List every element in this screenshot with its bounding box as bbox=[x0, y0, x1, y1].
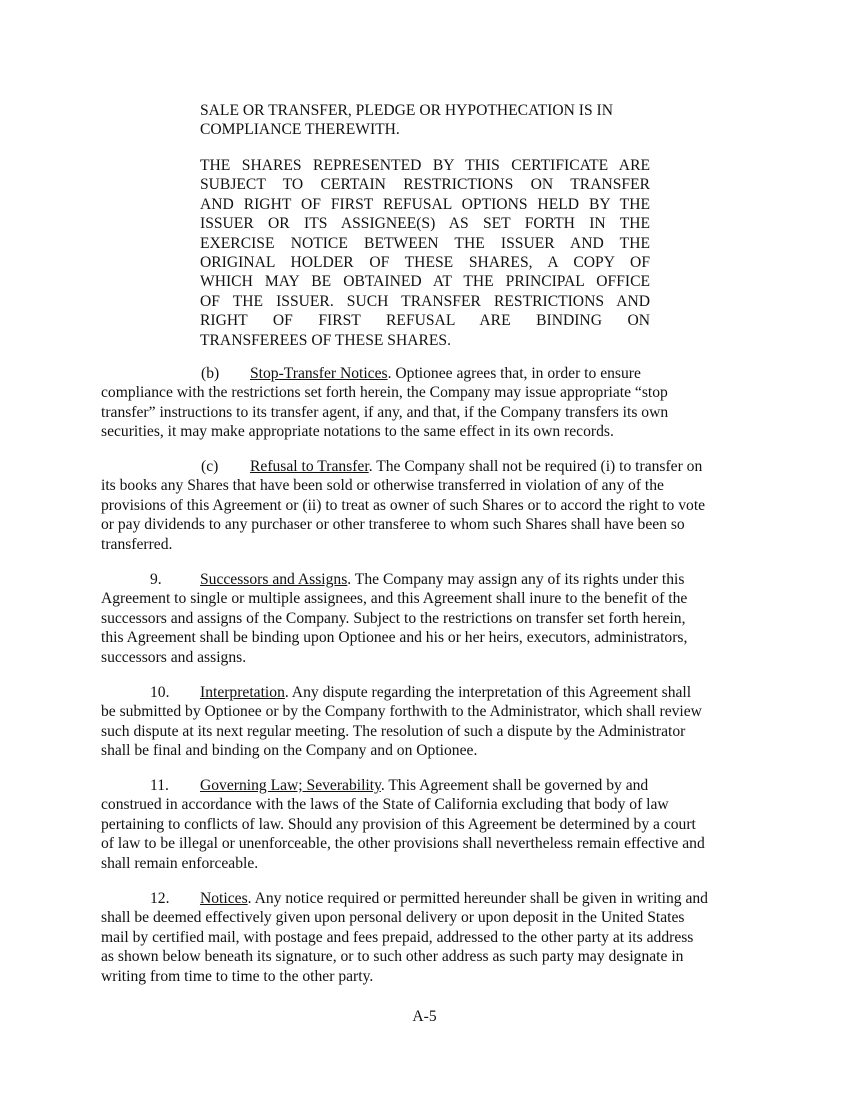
section-heading: Notices bbox=[200, 890, 248, 907]
section-text: . Optionee agrees that, in order to ensure bbox=[387, 365, 641, 382]
section-line: transfer” instructions to its transfer agent, if any, and that, if the Company transfers its own bbox=[101, 403, 669, 421]
section-first-line bbox=[101, 683, 749, 702]
legend-line: AND RIGHT OF FIRST REFUSAL OPTIONS HELD BY THE bbox=[200, 195, 650, 213]
section-line: its books any Shares that have been sold or otherwise transferred in violation of any of the bbox=[101, 477, 664, 495]
section-number: (b) bbox=[201, 365, 220, 382]
section-line: compliance with the restrictions set forth herein, the Company may issue appropriate “stop bbox=[101, 384, 668, 402]
section-line: transferred. bbox=[101, 535, 173, 553]
section-line: this Agreement shall be binding upon Optionee and his or her heirs, executors, administrators, bbox=[101, 629, 688, 647]
section-line: Agreement to single or multiple assignees, and this Agreement shall inure to the benefit of the bbox=[101, 590, 688, 608]
section-text: . Any notice required or permitted hereunder shall be given in writing and bbox=[247, 890, 708, 907]
section-number: (c) bbox=[201, 458, 219, 475]
section-text: . The Company may assign any of its rights under this bbox=[347, 571, 685, 588]
legend-line: COMPLIANCE THEREWITH. bbox=[200, 121, 400, 139]
section-9-successors-and-assigns bbox=[101, 570, 749, 667]
page-number: A-5 bbox=[412, 1008, 437, 1025]
legend-line: SALE OR TRANSFER, PLEDGE OR HYPOTHECATION IS IN bbox=[200, 102, 613, 119]
section-b-stop-transfer-notices bbox=[101, 364, 749, 442]
section-text: . Any dispute regarding the interpretation of this Agreement shall bbox=[284, 684, 692, 701]
section-number: 10. bbox=[150, 684, 170, 701]
section-10-interpretation bbox=[101, 683, 749, 761]
legend-line: OF THE ISSUER. SUCH TRANSFER RESTRICTIONS AND bbox=[200, 292, 650, 310]
legend-line: RIGHT OF FIRST REFUSAL ARE BINDING ON bbox=[200, 312, 650, 330]
section-12-notices bbox=[101, 889, 749, 986]
legend-line: THE SHARES REPRESENTED BY THIS CERTIFICATE ARE bbox=[200, 157, 650, 174]
section-first-line bbox=[101, 457, 749, 476]
section-number: 11. bbox=[150, 777, 169, 794]
legend-line: EXERCISE NOTICE BETWEEN THE ISSUER AND THE bbox=[200, 234, 650, 252]
legend-line: ORIGINAL HOLDER OF THESE SHARES, A COPY OF bbox=[200, 254, 650, 272]
section-first-line bbox=[101, 776, 749, 795]
section-first-line bbox=[101, 364, 749, 383]
legend-line: WHICH MAY BE OBTAINED AT THE PRINCIPAL OFFICE bbox=[200, 273, 650, 291]
section-line: securities, it may make appropriate notations to the same effect in its own records. bbox=[101, 423, 614, 441]
legend-line: SUBJECT TO CERTAIN RESTRICTIONS ON TRANSFER bbox=[200, 176, 650, 194]
section-line: successors and assigns of the Company. Subject to the restrictions on transfer set forth herein, bbox=[101, 609, 686, 627]
section-line: writing from time to time to the other party. bbox=[101, 967, 374, 985]
section-heading: Interpretation bbox=[200, 684, 285, 701]
section-line: pertaining to conflicts of law. Should any provision of this Agreement be determined by a court bbox=[101, 815, 696, 833]
section-heading: Refusal to Transfer bbox=[250, 458, 369, 475]
section-heading: Successors and Assigns bbox=[200, 571, 348, 588]
section-line: as shown below beneath its signature, or to such other address as such party may designate in bbox=[101, 948, 684, 966]
section-line: shall remain enforceable. bbox=[101, 854, 259, 872]
legend-line: TRANSFEREES OF THESE SHARES. bbox=[200, 331, 451, 349]
section-c-refusal-to-transfer bbox=[101, 457, 749, 554]
section-first-line bbox=[101, 570, 749, 589]
section-heading: Stop-Transfer Notices bbox=[250, 365, 388, 382]
legend-line: ISSUER OR ITS ASSIGNEE(S) AS SET FORTH IN THE bbox=[200, 215, 650, 233]
legend-paragraph-1 bbox=[200, 101, 650, 140]
section-line: successors and assigns. bbox=[101, 648, 247, 666]
section-11-governing-law bbox=[101, 776, 749, 873]
section-line: shall be deemed effectively given upon personal delivery or upon deposit in the United States bbox=[101, 909, 685, 927]
section-line: or pay dividends to any purchaser or other transferee to whom such Shares shall have been so bbox=[101, 516, 685, 534]
section-line: of law to be illegal or unenforceable, the other provisions shall nevertheless remain effective and bbox=[101, 835, 705, 853]
legend-paragraph-2 bbox=[200, 156, 650, 350]
section-text: . This Agreement shall be governed by and bbox=[380, 777, 649, 794]
section-text: . The Company shall not be required (i) to transfer on bbox=[368, 458, 703, 475]
section-number: 12. bbox=[150, 890, 170, 907]
section-line: shall be final and binding on the Company and on Optionee. bbox=[101, 742, 478, 760]
section-line: such dispute at its next regular meeting. The resolution of such a dispute by the Administrator bbox=[101, 722, 686, 740]
section-number: 9. bbox=[150, 571, 162, 588]
section-heading: Governing Law; Severability bbox=[200, 777, 381, 794]
section-line: construed in accordance with the laws of the State of California excluding that body of law bbox=[101, 796, 669, 814]
section-first-line bbox=[101, 889, 749, 908]
section-line: mail by certified mail, with postage and fees prepaid, addressed to the other party at its address bbox=[101, 928, 694, 946]
section-line: provisions of this Agreement or (ii) to treat as owner of such Shares or to accord the right to vote bbox=[101, 496, 706, 514]
section-line: be submitted by Optionee or by the Company forthwith to the Administrator, which shall review bbox=[101, 703, 702, 721]
